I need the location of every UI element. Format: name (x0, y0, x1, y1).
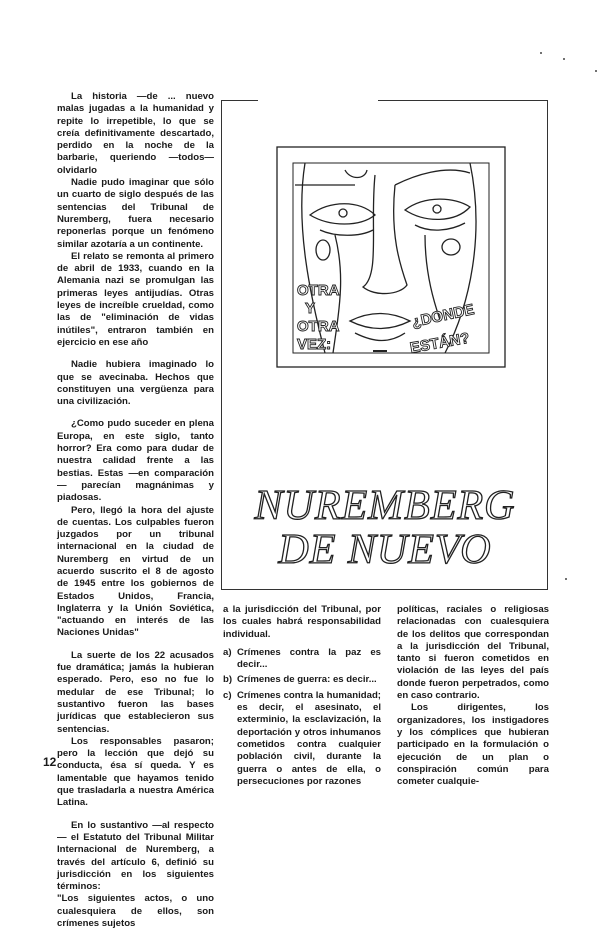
right-pupil (433, 205, 441, 213)
face-right-contour (445, 163, 476, 353)
frame-break (258, 98, 378, 103)
illustration-text-left-4: VEZ: (297, 336, 332, 353)
list-label: c) (223, 689, 232, 701)
page-number: 12 (43, 755, 57, 769)
left-tear (316, 240, 330, 260)
paragraph: Los dirigentes, los organizadores, los instigadores y los cómplices que hubieran participado en la formulación o ejecución de un plan o conspiración común para cometer cualquie- (397, 702, 549, 788)
paragraph: Los responsables pasaron; pero la lección que dejó su conducta, ésa sí queda. Y es lamentable que hayamos tenido que trasladarla a nuestra América Latina. (57, 735, 214, 809)
title-line-1: NUREMBERG (254, 483, 516, 529)
paragraph: El relato se remonta al primero de abril de 1933, cuando en la Alemania nazi se promulgan las primeras leyes antijudías. Otras leyes de increíble crueldad, como las de "eliminación de vidas inútiles", entraron también en ejercicio en ese año (57, 250, 214, 348)
list-label: a) (223, 646, 232, 658)
illustration-text-right-1: ¿DONDE (410, 301, 476, 331)
illustration-text-left-1: OTRA (297, 282, 340, 299)
left-eye (310, 204, 375, 224)
right-cheek-line (425, 235, 440, 320)
list-label: b) (223, 674, 233, 686)
scan-speck (563, 58, 565, 60)
paragraph: La suerte de los 22 acusados fue dramática; jamás la hubieran esperado. Pero, eso no fue lo medular de ese Tribunal; lo sustantivo fueron las bases jurídicas que establecieron sus sentencias. (57, 649, 214, 735)
illustration-text-right-2: ESTÁN? (408, 329, 471, 357)
list-item (223, 690, 381, 788)
paragraph: políticas, raciales o religiosas relacionadas con cualesquiera de los delitos que correspondan a la jurisdicción del Tribunal, tanto si fueron cometidos en violación de las leyes del país donde fueron perpetrados, como en caso contrario. (397, 604, 549, 702)
list-item (223, 647, 381, 672)
left-lower-lid (320, 230, 373, 235)
illustration-text-left-2: Y (305, 300, 316, 317)
paragraph: Pero, llegó la hora del ajuste de cuentas. Los culpables fueron juzgados por un tribunal internacional en la ciudad de Nuremberg en virtud de un acuerdo suscrito el 8 de agosto de 1945 entre los gobiernos de Estados Unidos, Francia, Inglaterra y la Unión Soviética, "actuando en interés de las Naciones Unidas" (57, 504, 214, 639)
article-title (226, 484, 544, 572)
list-text: Crímenes contra la humanidad; es decir, el asesinato, el exterminio, la esclavización, la deportación y otros inhumanos cometidos contra cualquier población civil, durante la guerra o antes de ella, o persecuciones por razones (237, 689, 381, 787)
list-text: Crímenes de guerra: es decir... (237, 674, 377, 686)
article-column-2 (223, 604, 381, 791)
right-eye (405, 199, 470, 219)
left-pupil (339, 209, 347, 217)
list-text: Crímenes contra la paz es decir... (237, 646, 381, 671)
forehead-mark (345, 170, 367, 178)
paragraph: "Los siguientes actos, o uno cualesquiera de ellos, son crímenes sujetos (57, 893, 214, 929)
face-illustration (275, 145, 507, 369)
right-tear (442, 239, 460, 255)
mouth (350, 314, 410, 329)
crimes-list (223, 647, 381, 788)
illustration-text-left-3: OTRA (297, 318, 340, 335)
scan-speck (540, 52, 542, 54)
scan-speck (595, 70, 597, 72)
paragraph: a la jurisdicción del Tribunal, por los cuales habrá responsabilidad individual. (223, 604, 381, 640)
scan-speck (565, 578, 567, 580)
paragraph: Nadie pudo imaginar que sólo un cuarto de siglo después de las sentencias del Tribunal de Nuremberg, fuera necesario reponerlas porque un fenómeno similar azotaría a un continente. (57, 177, 214, 250)
paragraph: La historia —de ... nuevo malas jugadas a la humanidad y repite lo irrepetible, lo que se creía definitivamente descartado, perdido en la noche de la barbarie, queriendo —todos— olvidarlo (57, 91, 214, 176)
nose (363, 175, 407, 294)
paragraph: ¿Como pudo suceder en plena Europa, en este siglo, tanto horror? Era como para dudar de nuestra calidad frente a las bestias. Estas —en comparación— parecían magnánimas y piadosas. (57, 418, 214, 504)
paragraph: En lo sustantivo —al respecto— el Estatuto del Tribunal Militar Internacional de Nuremberg, a través del artículo 6, definió su jurisdicción en los siguientes términos: (57, 819, 214, 893)
title-line-2: DE NUEVO (278, 527, 492, 573)
article-column-1 (57, 91, 214, 930)
list-item (223, 674, 381, 686)
right-lower-lid (415, 223, 465, 230)
paragraph: Nadie hubiera imaginado lo que se avecinaba. Hechos que constituyen una vergüenza para una civilización. (57, 359, 214, 408)
article-column-3 (397, 604, 549, 788)
chin-line (355, 333, 405, 341)
right-brow (395, 170, 470, 185)
